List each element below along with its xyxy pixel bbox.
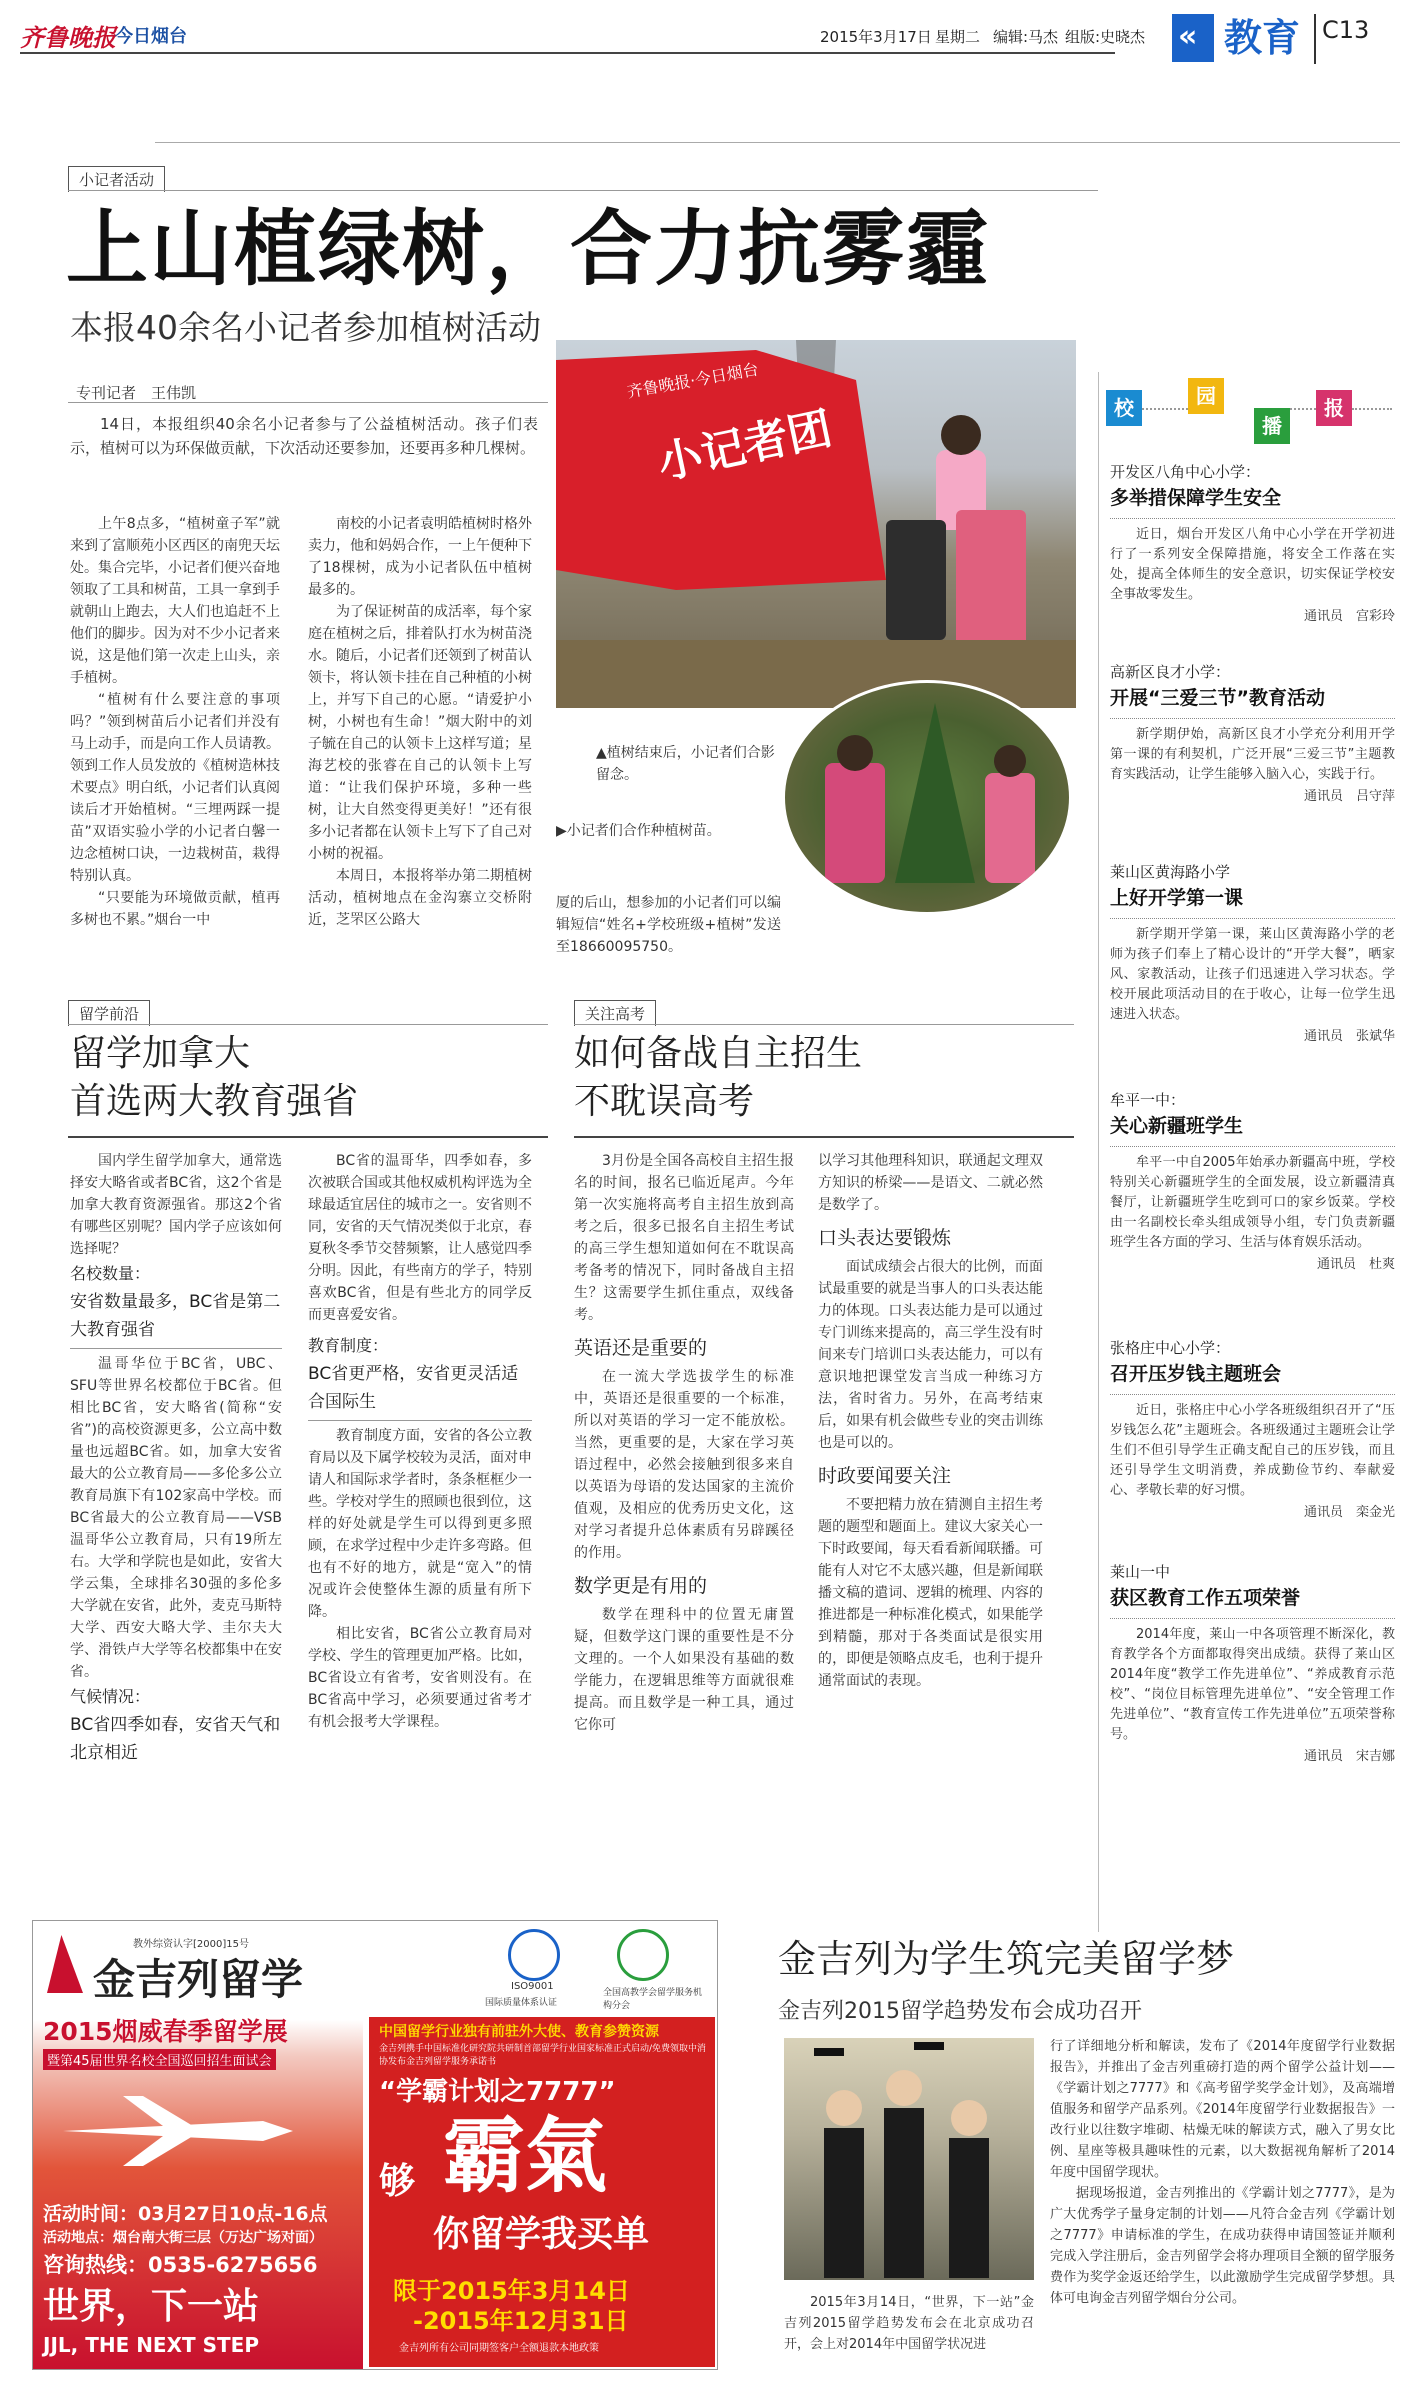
ad-cert2: 全国高教学会留学服务机构分会 (603, 1988, 703, 2011)
study-headline-2: 首选两大教育强省 (70, 1081, 359, 1122)
side-reporter: 通讯员 宫彩玲 (1303, 609, 1395, 624)
issue-weekday: 星期二 (935, 28, 981, 46)
ad-phone: 咨询热线：0535-6275656 (43, 2253, 318, 2277)
masthead (0, 0, 1417, 80)
graduates-photo (784, 2038, 1034, 2280)
ad-cert1: ISO9001 (511, 1981, 554, 1992)
exam-col2 (818, 1150, 1043, 1910)
side-item (1110, 1336, 1395, 1560)
ad-plan: “学霸计划之7777” (379, 2077, 616, 2107)
side-body: 新学期伊始，高新区良才小学充分利用开学第一课的有利契机，广泛开展“三爱三节”主题教育实践活动，让学生能够入脑入心，实践于行。 (1110, 727, 1395, 782)
airplane-icon (53, 2091, 303, 2171)
exam-p1: 3月份是全国各高校自主招生报名的时间，报名已临近尾声。今年第一次实施将高考自主招生放到高考之后，很多已报名自主招生考试的高三学生想知道如何在不耽误高考备考的情况下，同时备战自主招生？这需要学生抓住重点，双线备考。 (574, 1153, 794, 1323)
jjl-body (1050, 2036, 1395, 2376)
lead-tag: 小记者活动 (68, 166, 165, 192)
ad-period1: 限于2015年3月14日 (393, 2277, 630, 2305)
lead-col2-p3: 本周日，本报将举办第二期植树活动，植树地点在金沟寨立交桥附近，芝罘区公路大 (308, 868, 532, 928)
side-title: 获区教育工作五项荣誉 (1110, 1587, 1301, 1609)
side-item (1110, 1088, 1395, 1336)
ad-period2: -2015年12月31日 (413, 2307, 629, 2335)
exam-p3: 数学在理科中的位置无庸置疑，但数学这门课的重要性是不分文理的。一个人如果没有基础的数学能力，在逻辑思维等方面就很难提高。而且数学是一种工具，通过它你可 (574, 1607, 794, 1733)
layout-editor: 组版:史晓杰 (1065, 28, 1146, 46)
banner-small-text: 齐鲁晚报·今日烟台 (625, 359, 760, 402)
exam-headline-2: 不耽误高考 (574, 1081, 755, 1122)
lead-col1-p1: 上午8点多，“植树童子军”就来到了富顺苑小区西区的南兜天坛处。集合完毕，小记者们便兴奋地领取了工具和树苗，工具一拿到手就朝山上跑去，大人们也追赶不上他们的脚步。因为对不少小记者来说，这是他们第一次走上山头，亲手植树。 (70, 516, 280, 686)
paper-logo: 齐鲁晚报 (20, 23, 116, 52)
jjl-body-p2: 据现场报道，金吉列推出的《学霸计划之7777》，是为广大优秀学子量身定制的计划——凡符合金吉列《学霸计划之7777》申请标准的学生，在成功获得申请国签证并顺利完成入学注册后，金吉列留学会将办理项目全额的留学服务费作为奖学金返还给学生，以此激励学生完成留学梦想。具体可电询金吉列留学烟台分公司。 (1050, 2186, 1395, 2306)
campus-news-badge (1106, 378, 1396, 448)
side-body: 新学期开学第一课，莱山区黄海路小学的老师为孩子们奉上了精心设计的“开学大餐”，晒家风、家教活动，让孩子们迅速进入学习状态。学校开展此项活动目的在于收心，让每一位学生迅速进入状态。 (1110, 927, 1395, 1022)
study-p3: BC省的温哥华，四季如春，多次被联合国或其他权威机构评选为全球最适宜居住的城市之一。安省则不同，安省的天气情况类似于北京，春夏秋冬季节交替频繁，让人感觉四季分明。因此，有些南方的学子，特别喜欢BC省，但是有些北方的同学反而更喜爱安省。 (308, 1153, 532, 1323)
ad-slogan1: 中国留学行业独有前驻外大使、教育参赞资源 (379, 2024, 659, 2040)
exam-h3: 口头表达要锻炼 (818, 1227, 952, 1249)
exam-col1 (574, 1150, 794, 1910)
study-p2: 温哥华位于BC省，UBC、SFU等世界名校都位于BC省。但相比BC省，安大略省(简称“安省”)的高校资源更多，公立高中数量也远超BC省。如，加拿大安省最大的公立教育局——多伦多公立教育局旗下有102家高中学校。而BC省最大的公立教育局——VSB温哥华公立教育局，只有19所左右。大学和学院也是如此，安省大学云集，全球排名30强的多伦多大学就在安省，此外，麦克马斯特大学、西安大略大学、圭尔夫大学、滑铁卢大学等名校都集中在安省。 (70, 1356, 282, 1680)
side-body: 2014年度，莱山一中各项管理不断深化，教育教学各个方面都取得突出成绩。获得了莱山区2014年度“教学工作先进单位”、“养成教育示范校”、“岗位目标管理先进单位”、“安全管理工作先进单位”、“教育宣传工作先进单位”五项荣誉称号。 (1110, 1627, 1395, 1742)
ad-brand: 金吉列留学 (93, 1955, 304, 2004)
planting-pair-photo (782, 680, 1072, 915)
study-h-d: BC省四季如春，安省天气和北京相近 (70, 1715, 281, 1763)
channel-name: 教育 (1224, 16, 1301, 60)
ad-world: 世界，下一站 (43, 2286, 260, 2327)
study-col1 (70, 1150, 282, 1910)
ad-fine: 金吉列所有公司同期签客户全额退款本地政策 (399, 2343, 599, 2354)
study-h-c: 气候情况： (70, 1687, 151, 1706)
study-tag: 留学前沿 (68, 1000, 150, 1026)
ad-place: 活动地点：烟台南大街三层（万达广场对面） (43, 2230, 323, 2246)
jjl-body-p1: 行了详细地分析和解读，发布了《2014年度留学行业数据报告》，并推出了金吉列重磅打造的两个留学公益计划——《学霸计划之7777》和《高考留学奖学金计划》，及高端增值服务和留学产品系列。《2014年度留学行业数据报告》一改行业以往数字堆砌、枯燥无味的解读方式，融入了男女比例、星座等极具趣味性的元素，以大数据视角解析了2014年度中国留学现状。 (1050, 2039, 1395, 2180)
lead-col3: 厦的后山，想参加的小记者们可以编辑短信“姓名+学校班级+植树”发送至18660095750。 (556, 895, 781, 955)
channel-badge (1172, 14, 1214, 62)
side-school: 莱山一中 (1110, 1563, 1171, 1581)
ad-license: 教外综资认字[2000]15号 (133, 1939, 249, 1950)
exam-p6: 不要把精力放在猜测自主招生考题的题型和题面上。建议大家关心一下时政要闻，每天看看新闻联播。可能有人对它不太感兴趣，但是新闻联播文稿的遣词、逻辑的梳理、内容的推进都是一种标准化模式，如果能学到精髓，那对于各类面试是很实用的，即便是领略点皮毛，也利于提升通常面试的表现。 (818, 1497, 1043, 1689)
editor: 编辑:马杰 (993, 28, 1059, 46)
lead-col2-p2: 为了保证树苗的成活率，每个家庭在植树之后，排着队打水为树苗浇水。随后，小记者们还领到了树苗认领卡，将认领卡挂在自己种植的小树上，并写下自己的心愿。“请爱护小树，小树也有生命！”烟大附中的刘子毓在自己的认领卡上这样写道；星海艺校的张睿在自己的认领卡上写道：“让我们保护环境，多种一些树，让大自然变得更美好！”还有很多小记者都在认领卡上写下了自己对小树的祝福。 (308, 604, 532, 862)
badge-char-2: 园 (1188, 378, 1224, 414)
side-title: 上好开学第一课 (1110, 887, 1244, 909)
badge-char-1: 校 (1106, 390, 1142, 426)
ad-enough: 够 (379, 2161, 416, 2202)
badge-char-4: 报 (1316, 390, 1352, 426)
side-body: 牟平一中自2005年始承办新疆高中班，学校特别关心新疆班学生的全面发展，设立新疆清真餐厅，让新疆班学生吃到可口的家乡饭菜。学校由一名副校长牵头组成领导小组，专门负责新疆班学生各方面的学习、生活与体育娱乐活动。 (1110, 1155, 1395, 1250)
side-body: 近日，张格庄中心小学各班级组织召开了“压岁钱怎么花”主题班会。各班级通过主题班会让学生们不但引导学生正确支配自己的压岁钱，而且还引导学生文明消费，养成勤俭节约、奉献爱心、孝敬长辈的好习惯。 (1110, 1403, 1395, 1498)
exam-h2: 数学更是有用的 (574, 1575, 708, 1597)
lead-subhead: 本报40余名小记者参加植树活动 (70, 308, 541, 347)
caption-group: ▲植树结束后，小记者们合影留念。 (596, 745, 775, 783)
side-item (1110, 1560, 1395, 1820)
jjl-headline: 金吉列为学生筑完美留学梦 (778, 1937, 1235, 1981)
side-body: 近日，烟台开发区八角中心小学在开学初进行了一系列安全保障措施，将安全工作落在实处，提高全体师生的安全意识，切实保证学校安全事故零发生。 (1110, 527, 1395, 602)
side-title: 开展“三爱三节”教育活动 (1110, 687, 1325, 709)
side-school: 莱山区黄海路小学 (1110, 863, 1231, 881)
side-item (1110, 860, 1395, 1088)
side-school: 开发区八角中心小学： (1110, 463, 1261, 481)
exam-h1: 英语还是重要的 (574, 1337, 708, 1359)
ad-cert1-sub: 国际质量体系认证 (485, 1998, 558, 2008)
side-title: 关心新疆班学生 (1110, 1115, 1244, 1137)
page-number: C13 (1322, 16, 1370, 44)
study-p5: 相比安省，BC省公立教育局对学校、学生的管理更加严格。比如，BC省设立有省考，安省则没有。在BC省高中学习，必须要通过省考才有机会报考大学课程。 (308, 1626, 532, 1730)
lead-headline: 上山植绿树，合力抗雾霾 (66, 202, 991, 297)
exam-headline-1: 如何备战自主招生 (574, 1033, 863, 1074)
side-item (1110, 660, 1395, 860)
side-reporter: 通讯员 宋吉娜 (1303, 1749, 1395, 1764)
lead-intro: 14日，本报组织40余名小记者参与了公益植树活动。孩子们表示，植树可以为环保做贡献，下次活动还要参加，还要再多种几棵树。 (70, 415, 538, 457)
lead-col1-p2: “植树有什么要注意的事项吗？”领到树苗后小记者们并没有马上动手，而是向工作人员请教。领到工作人员发放的《植树造林技术要点》明白纸，小记者们认真阅读后才开始植树。“三埋两踩一提苗”双语实验小学的小记者白馨一边念植树口诀，一边栽树苗，栽得特别认真。 (70, 692, 280, 884)
side-reporter: 通讯员 栾金光 (1303, 1505, 1395, 1520)
exam-p2: 在一流大学选拔学生的标准中，英语还是很重要的一个标准，所以对英语的学习一定不能放松。当然，更重要的是，大家在学习英语过程中，必然会接触到很多来自以英语为母语的发达国家的主流价值观，及相应的优秀历史文化，这对学习者提升总体素质有另辟蹊径的作用。 (574, 1369, 794, 1561)
side-school: 张格庄中心小学： (1110, 1339, 1231, 1357)
lead-col1 (70, 513, 280, 958)
tree-planting-group-photo (556, 340, 1076, 708)
study-h-b: 安省数量最多，BC省是第二大教育强省 (70, 1292, 281, 1340)
ad-world-en: JJL, THE NEXT STEP (43, 2333, 259, 2357)
banner-text: 小记者团 (653, 403, 837, 490)
iso-cert-icon (508, 1929, 560, 1981)
ad-slogan2: 金吉列携手中国标准化研究院共研制首部留学行业国家标准正式启动/免费领取中消协发布金吉列留学服务承诺书 (379, 2044, 707, 2067)
exam-p4: 以学习其他理科知识，联通起文理双方知识的桥梁——是语文、二就必然是数学了。 (818, 1153, 1043, 1213)
side-reporter: 通讯员 杜爽 (1316, 1257, 1395, 1272)
lead-col2 (308, 513, 532, 958)
study-headline-1: 留学加拿大 (70, 1033, 251, 1074)
section-name: 今日烟台 (115, 26, 187, 47)
ad-calligraphy: 霸氣 (443, 2108, 608, 2204)
side-school: 牟平一中： (1110, 1091, 1186, 1109)
jjl-subhead: 金吉列2015留学趋势发布会成功召开 (778, 1999, 1142, 2024)
study-col2 (308, 1150, 532, 1910)
issue-date: 2015年3月17日 (820, 28, 932, 46)
ad-time: 活动时间：03月27日10点-16点 (43, 2203, 328, 2225)
exam-h4: 时政要闻要关注 (818, 1465, 952, 1487)
chevron-left-icon: « (1178, 19, 1198, 54)
lead-byline: 专刊记者 王伟凯 (76, 384, 197, 402)
ad-expo: 2015烟威春季留学展 (43, 2017, 288, 2046)
lead-col1-p3: “只要能为环境做贡献，植再多树也不累。”烟台一中 (70, 890, 280, 928)
side-news (1110, 460, 1395, 1880)
caption-planting: ▶小记者们合作种植树苗。 (556, 823, 721, 839)
side-title: 召开压岁钱主题班会 (1110, 1363, 1282, 1385)
badge-char-3: 播 (1254, 408, 1290, 444)
side-reporter: 通讯员 吕守萍 (1303, 789, 1395, 804)
exam-p5: 面试成绩会占很大的比例，而面试最重要的就是当事人的口头表达能力的体现。口头表达能力是可以通过专门训练来提高的，高三学生没有时间来专门培训口头表达能力，可以有意识地把课堂发言当成一种练习方法，省时省力。另外，在高考结束后，如果有机会做些专业的突击训练也是可以的。 (818, 1259, 1043, 1451)
study-h-a: 名校数量： (70, 1264, 151, 1283)
laurel-icon (617, 1929, 669, 1981)
ad-pay: 你留学我买单 (433, 2214, 650, 2255)
side-title: 多举措保障学生安全 (1110, 487, 1282, 509)
jjl-advert (32, 1920, 718, 2370)
study-p1: 国内学生留学加拿大，通常选择安大略省或者BC省，这2个省是加拿大教育资源强省。那这2个省有哪些区别呢？国内学子应该如何选择呢？ (70, 1153, 282, 1257)
jjl-caption: 2015年3月14日，“世界，下一站”金吉列2015留学趋势发布会在北京成功召开，会上对2014年中国留学状况进 (784, 2295, 1034, 2352)
study-p4: 教育制度方面，安省的各公立教育局以及下属学校较为灵活，面对申请人和国际求学者时，条条框框少一些。学校对学生的照顾也很到位，这样的好处就是学生可以得到更多照顾，在求学过程中少走许多弯路。但也有不好的地方，就是“宽入”的情况或许会使整体生源的质量有所下降。 (308, 1428, 532, 1620)
side-reporter: 通讯员 张斌华 (1303, 1029, 1395, 1044)
side-school: 高新区良才小学： (1110, 663, 1231, 681)
study-h-e: 教育制度： (308, 1336, 389, 1355)
side-item (1110, 460, 1395, 660)
exam-tag: 关注高考 (574, 1000, 656, 1026)
lead-col2-p1: 南校的小记者袁明皓植树时格外卖力，他和妈妈合作，一上午便种下了18棵树，成为小记者队伍中植树最多的。 (308, 516, 532, 598)
study-h-f: BC省更严格，安省更灵活适合国际生 (308, 1364, 519, 1412)
ad-expo-sub: 暨第45届世界名校全国巡回招生面试会 (43, 2049, 276, 2070)
